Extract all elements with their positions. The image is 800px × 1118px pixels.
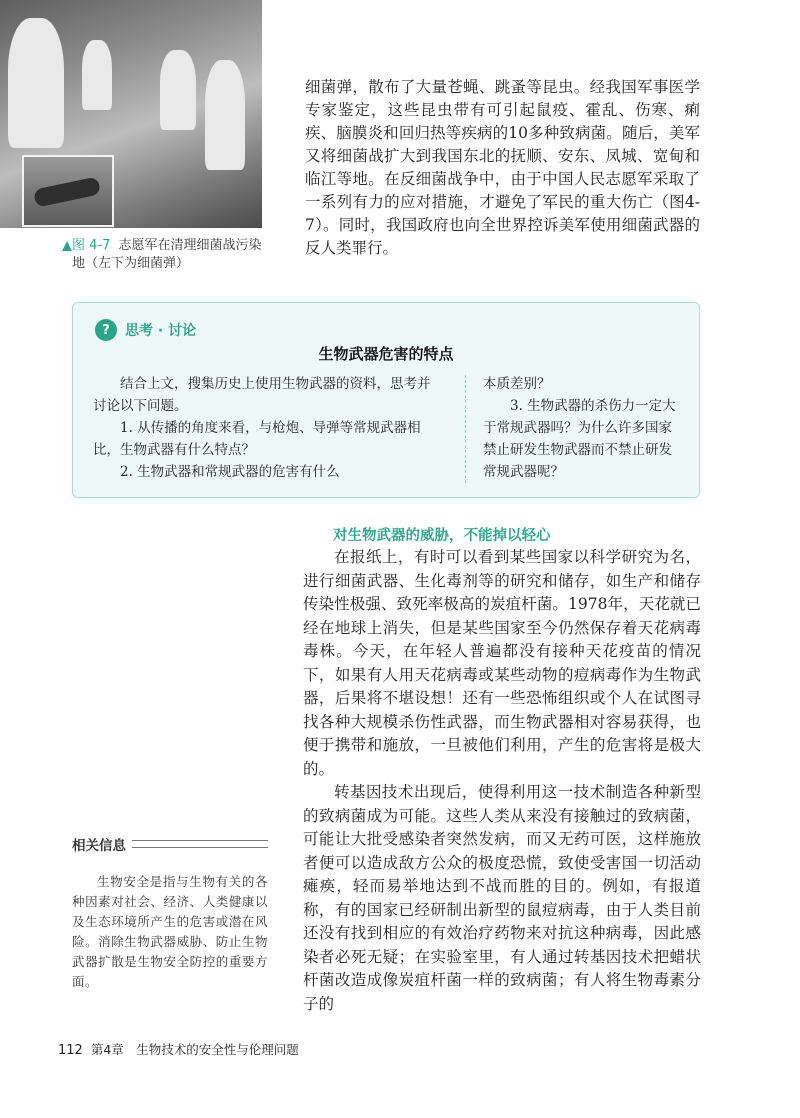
related-info-box bbox=[72, 834, 268, 992]
think-box-title: 生物武器危害的特点 bbox=[318, 345, 454, 363]
question-2: 2. 生物武器和常规武器的危害有什么 bbox=[120, 464, 340, 480]
question-1: 1. 从传播的角度来看，与枪炮、导弹等常规武器相比，生物武器有什么特点？ bbox=[93, 420, 421, 458]
soldier-figure bbox=[82, 40, 112, 110]
soldier-figure bbox=[160, 50, 196, 130]
think-discuss-box bbox=[72, 302, 700, 498]
page-number: 112 bbox=[58, 1043, 83, 1058]
germ-bomb-shape bbox=[33, 176, 101, 207]
body-paragraph: 转基因技术出现后，使得利用这一技术制造各种新型的致病菌成为可能。这些人类从来没有接触过的致病菌，可能让大批受感染者突然发病，而又无药可医，这样施放者便可以造成敌方公众的极度恐慌，致使受害国一切活动瘫痪，轻而易举地达到不战而胜的目的。例如，有报道称，有的国家已经研制出新型的鼠痘病毒，由于人类目前还没有找到相应的有效治疗药物来对抗这种病毒，因此感染者必死无疑；在实验室里，有人通过转基因技术把蜡状杆菌改造成像炭疽杆菌一样的致病菌；有人将生物毒素分子的 bbox=[303, 783, 701, 1013]
think-intro: 结合上文，搜集历史上使用生物武器的资料，思考并讨论以下问题。 bbox=[93, 376, 431, 414]
column-divider bbox=[465, 375, 466, 483]
related-info-title: 相关信息 bbox=[72, 838, 126, 854]
figure-caption bbox=[72, 237, 272, 273]
related-info-body: 生物安全是指与生物有关的各种因素对社会、经济、人类健康以及生态环境所产生的危害或潜在风险。消除生物武器威胁、防止生物武器扩散是生物安全防控的重要方面。 bbox=[72, 874, 268, 989]
question-3: 3. 生物武器的杀伤力一定大于常规武器吗？为什么许多国家禁止研发生物武器而不禁止研发常规武器呢？ bbox=[483, 398, 676, 480]
think-box-right-column bbox=[483, 373, 683, 483]
related-info-header bbox=[72, 834, 268, 854]
soldier-figure bbox=[8, 18, 64, 148]
question-2-continued: 本质差别？ bbox=[483, 376, 551, 392]
section-heading: 对生物武器的威胁，不能掉以轻心 bbox=[333, 528, 551, 544]
intro-text-block bbox=[305, 76, 700, 260]
figure-photo bbox=[0, 0, 262, 228]
page-footer bbox=[58, 1040, 299, 1058]
bomb-inset-photo bbox=[22, 155, 114, 227]
main-text-block bbox=[303, 546, 701, 1016]
figure-number: 图 4-7 bbox=[72, 238, 111, 253]
figure-caption-text: 志愿军在清理细菌战污染地（左下为细菌弹） bbox=[72, 238, 262, 271]
lightbulb-icon: ? bbox=[95, 319, 117, 341]
header-rule bbox=[132, 840, 268, 848]
chapter-title: 第4章 生物技术的安全性与伦理问题 bbox=[90, 1042, 299, 1057]
soldier-figure bbox=[205, 60, 245, 170]
intro-paragraph: 细菌弹，散布了大量苍蝇、跳蚤等昆虫。经我国军事医学专家鉴定，这些昆虫带有可引起鼠疫、霍乱、伤寒、痢疾、脑膜炎和回归热等疾病的10多种致病菌。随后，美军又将细菌战扩大到我国东北的抚顺、安东、凤城、宽甸和临江等地。在反细菌战争中，由于中国人民志愿军采取了一系列有力的应对措施，才避免了军民的重大伤亡（图4-7）。同时，我国政府也向全世界控诉美军使用细菌武器的反人类罪行。 bbox=[305, 78, 700, 257]
think-box-label: 思考 · 讨论 bbox=[125, 323, 197, 339]
think-box-header bbox=[95, 319, 196, 341]
body-paragraph: 在报纸上，有时可以看到某些国家以科学研究为名，进行细菌武器、生化毒剂等的研究和储存，如生产和储存传染性极强、致死率极高的炭疽杆菌。1978年，天花就已经在地球上消失，但是某些国家至今仍然保存着天花病毒毒株。今天，在年轻人普遍都没有接种天花疫苗的情况下，如果有人用天花病毒或某些动物的痘病毒作为生物武器，后果将不堪设想！还有一些恐怖组织或个人在试图寻找各种大规模杀伤性武器，而生物武器相对容易获得，也便于携带和施放，一旦被他们利用，产生的危害将是极大的。 bbox=[303, 548, 701, 778]
caption-triangle-icon bbox=[62, 241, 72, 251]
think-box-left-column bbox=[93, 373, 435, 483]
